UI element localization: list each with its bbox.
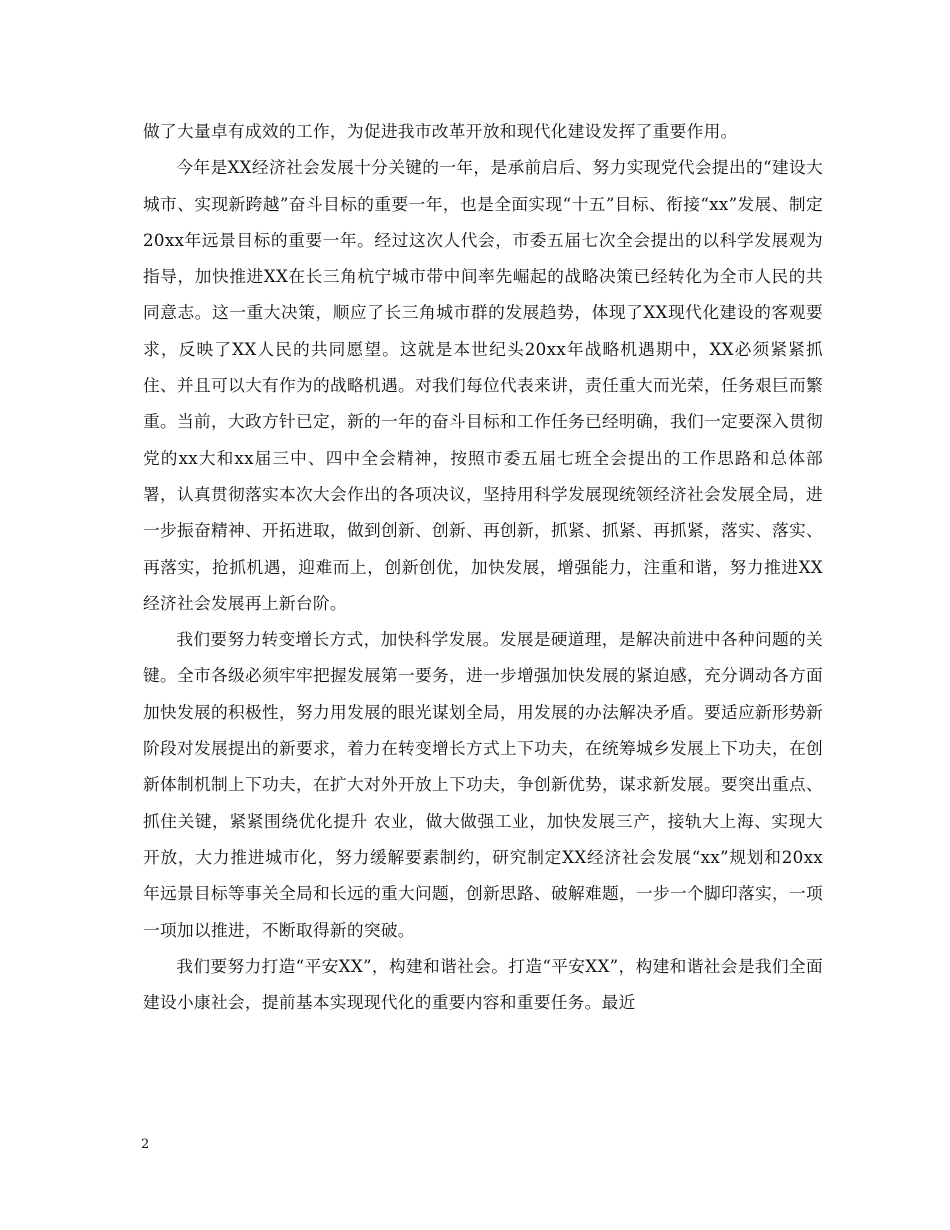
body-text xyxy=(143,113,823,1020)
page-number: 2 xyxy=(141,1137,150,1152)
paragraph-safe-city: 我们要努力打造“平安XX”，构建和谐社会。打造“平安XX”，构建和谐社会是我们全面建设小康社会，提前基本实现现代化的重要内容和重要任务。最近 xyxy=(143,955,823,1013)
paragraph-continuation: 做了大量卓有成效的工作，为促进我市改革开放和现代化建设发挥了重要作用。 xyxy=(143,121,738,141)
paragraph-growth-mode: 我们要努力转变增长方式，加快科学发展。发展是硬道理，是解决前进中各种问题的关键。全市各级必须牢牢把握发展第一要务，进一步增强加快发展的紧迫感，充分调动各方面加快发展的积极性，努力用发展的眼光谋划全局，用发展的办法解决矛盾。要适应新形势新阶段对发展提出的新要求，着力在转变增长方式上下功夫，在统筹城乡发展上下功夫，在创新体制机制上下功夫，在扩大对外开放上下功夫，争创新优势，谋求新发展。要突出重点、抓住关键，紧紧围绕优化提升 农业，做大做强工业，加快发展三产，接轨大上海、实现大开放，大力推进城市化，努力缓解要素制约，研究制定XX经济社会发展“xx”规划和20xx年远景目标等事关全局和长远的重大问题，创新思路、破解难题，一步一个脚印落实，一项一项加以推进，不断取得新的突破。 xyxy=(143,629,823,940)
paragraph-key-year: 今年是XX经济社会发展十分关键的一年，是承前启后、努力实现党代会提出的“建设大城市、实现新跨越”奋斗目标的重要一年，也是全面实现“十五”目标、衔接“xx”发展、制定20xx年远景目标的重要一年。经过这次人代会，市委五届七次全会提出的以科学发展观为指导，加快推进XX在长三角杭宁城市带中间率先崛起的战略决策已经转化为全市人民的共同意志。这一重大决策，顺应了长三角城市群的发展趋势，体现了XX现代化建设的客观要求，反映了XX人民的共同愿望。这就是本世纪头20xx年战略机遇期中，XX必须紧紧抓住、并且可以大有作为的战略机遇。对我们每位代表来讲，责任重大而光荣，任务艰巨而繁重。当前，大政方针已定，新的一年的奋斗目标和工作任务已经明确，我们一定要深入贯彻党的xx大和xx届三中、四中全会精神，按照市委五届七班全会提出的工作思路和总体部署，认真贯彻落实本次大会作出的各项决议，坚持用科学发展现统领经济社会发展全局，进一步振奋精神、开拓进取，做到创新、创新、再创新，抓紧、抓紧、再抓紧，落实、落实、再落实，抢抓机遇，迎难而上，创新创优，加快发展，增强能力，注重和谐，努力推进XX经济社会发展再上新台阶。 xyxy=(143,157,823,613)
